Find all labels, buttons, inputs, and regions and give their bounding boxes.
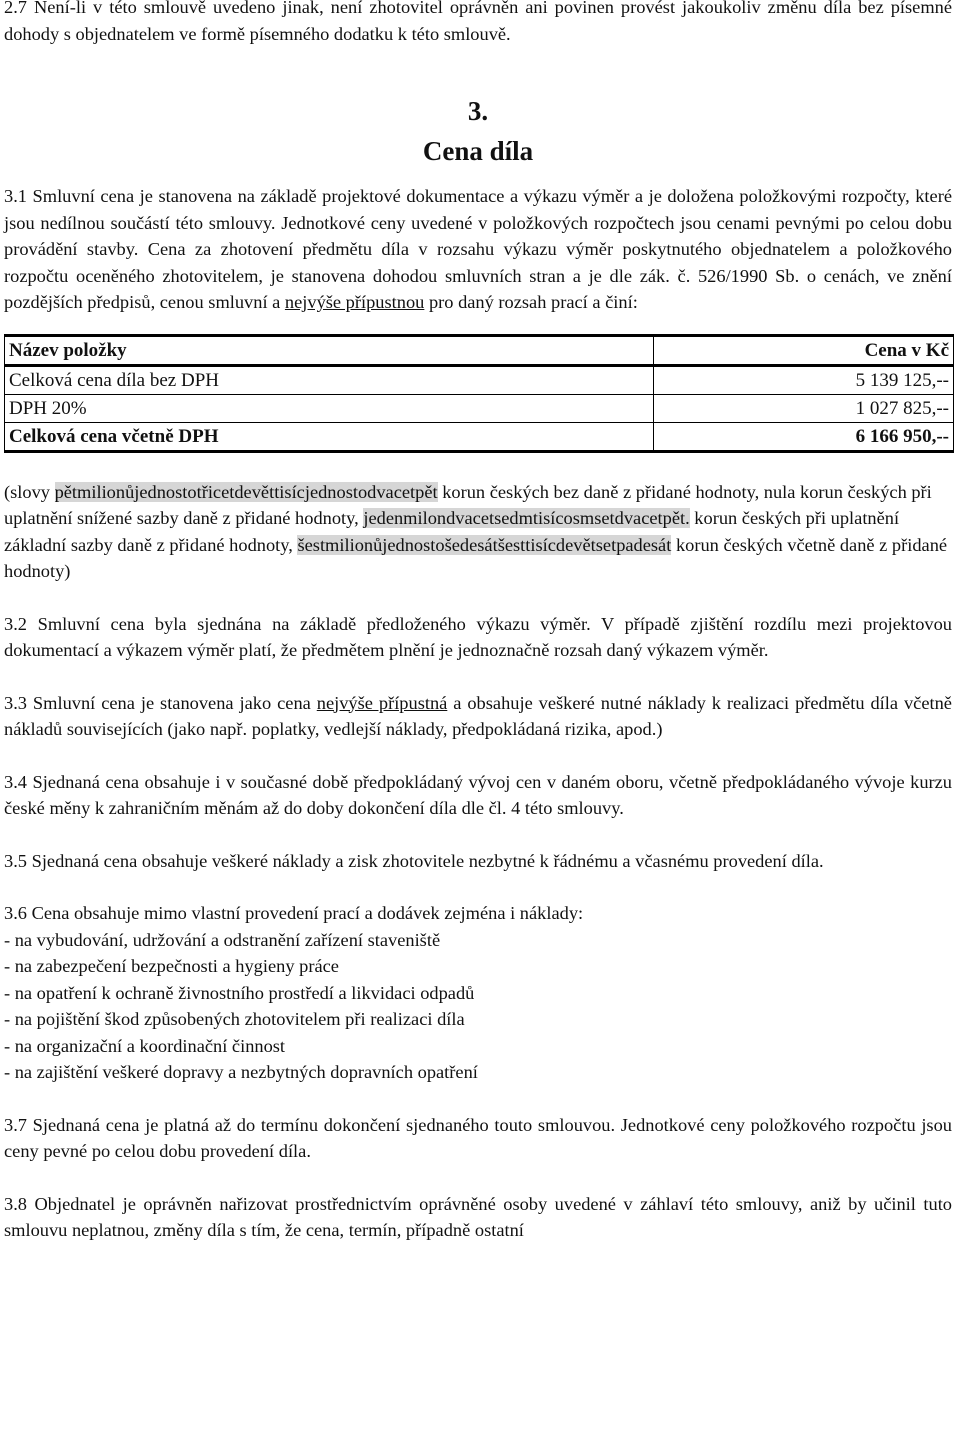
list-item: - na zajištění veškeré dopravy a nezbytných dopravních opatření bbox=[4, 1062, 478, 1082]
header-item-name: Název položky bbox=[5, 335, 654, 365]
clause-3-4: 3.4 Sjednaná cena obsahuje i v současné době předpokládaný vývoj cen v daném oboru, včetně předpokládaného vývoje kurzu české měny k zahraničním měnám až do doby dokončení díla dle čl. 4 této smlouvy. bbox=[4, 771, 952, 818]
price-table bbox=[4, 334, 954, 453]
list-item: - na organizační a koordinační činnost bbox=[4, 1035, 286, 1056]
clause-3-2: 3.2 Smluvní cena byla sjednána na základě předloženého výkazu výměr. V případě zjištění rozdílu mezi projektovou dokumentací a výkazem výměr platí, že předmětem plnění je jednoznačně rozsah daný výkazem výměr. bbox=[4, 613, 952, 660]
clause-3-3 bbox=[4, 690, 952, 743]
clause-3-1 bbox=[4, 183, 952, 316]
price-table-header bbox=[5, 335, 954, 365]
words-amount-net: pětmilionůjednostotřicetdevěttisícjednostodvacetpět bbox=[54, 481, 438, 502]
section-number: 3. bbox=[467, 96, 489, 126]
list-item: - na zabezpečení bezpečnosti a hygieny práce bbox=[4, 956, 339, 976]
row-amount: 5 139 125,-- bbox=[654, 365, 954, 394]
row-amount: 1 027 825,-- bbox=[654, 394, 954, 422]
words-text-2: korun českých bez daně z přidané hodnoty, nula korun českých při uplatnění snížené sazby daně z přidané hodnoty, bbox=[4, 481, 932, 528]
clause-3-1-underlined: nejvýše přípustnou bbox=[284, 292, 425, 312]
row-amount: 6 166 950,-- bbox=[654, 422, 954, 451]
list-item: - na vybudování, udržování a odstranění zařízení staveniště bbox=[4, 929, 441, 950]
price-in-words bbox=[4, 479, 952, 585]
table-row bbox=[5, 365, 954, 394]
row-name: Celková cena díla bez DPH bbox=[5, 365, 654, 394]
list-item: - na pojištění škod způsobených zhotovitelem při realizaci díla bbox=[4, 1009, 465, 1029]
clause-3-1-text-a: 3.1 Smluvní cena je stanovena na základě projektové dokumentace a výkazu výměr a je doložena položkovými rozpočty, které jsou nedílnou součástí této smlouvy. Jednotkové ceny uvedené v položkových rozpočtech jsou cenami pevnými po celou dobu provádění stavby. Cena za zhotovení předmětu díla v rozsahu výkazu výměr poskytnutého objednatelem a položkového rozpočtu oceněného zhotovitelem, je stanovena dohodou smluvních stran a je dle zák. č. 526/1990 Sb. o cenách, ve znění pozdějších předpisů, cenou smluvní a bbox=[4, 186, 952, 312]
words-text-1: (slovy bbox=[4, 481, 55, 502]
clause-2-7: 2.7 Není-li v této smlouvě uvedeno jinak, není zhotovitel oprávněn ani povinen provést jakoukoliv změnu díla bez písemné dohody s objednatelem ve formě písemného dodatku k této smlouvě. bbox=[4, 0, 952, 44]
header-price: Cena v Kč bbox=[654, 335, 954, 365]
clause-3-6-intro: 3.6 Cena obsahuje mimo vlastní provedení prací a dodávek zejména i náklady: bbox=[4, 903, 584, 923]
section-title: Cena díla bbox=[422, 136, 534, 166]
words-amount-total: šestmilionůjednostošedesátšesttisícdevětsetpadesát bbox=[297, 534, 672, 555]
table-row bbox=[5, 394, 954, 422]
clause-3-8: 3.8 Objednatel je oprávněn nařizovat prostřednictvím oprávněné osoby uvedené v záhlaví této smlouvy, aniž by učinil tuto smlouvu neplatnou, změny díla s tím, že cena, termín, případně ostatní bbox=[4, 1193, 952, 1240]
clause-3-3-underlined: nejvýše přípustná bbox=[316, 692, 448, 713]
row-name: DPH 20% bbox=[5, 394, 654, 422]
clause-3-7: 3.7 Sjednaná cena je platná až do termínu dokončení sjednaného touto smlouvou. Jednotkové ceny položkového rozpočtu jsou ceny pevné po celou dobu provedení díla. bbox=[4, 1114, 952, 1161]
words-text-4: korun českých včetně daně z přidané hodnoty) bbox=[4, 534, 948, 581]
words-text-3: korun českých při uplatnění základní sazby daně z přidané hodnoty, bbox=[4, 508, 900, 555]
clause-3-3-text-b: a obsahuje veškeré nutné náklady k realizaci předmětu díla včetně nákladů souvisejících (jako např. poplatky, vedlejší náklady, předpokládaná rizika, apod.) bbox=[4, 692, 952, 739]
list-item: - na opatření k ochraně živnostního prostředí a likvidaci odpadů bbox=[4, 982, 475, 1003]
clause-3-3-text-a: 3.3 Smluvní cena je stanovena jako cena bbox=[4, 692, 317, 713]
clause-3-1-text-b: pro daný rozsah prací a činí: bbox=[424, 292, 638, 312]
contract-page bbox=[4, 0, 952, 1244]
table-row-total bbox=[5, 422, 954, 451]
row-name: Celková cena včetně DPH bbox=[5, 422, 654, 451]
clause-3-5: 3.5 Sjednaná cena obsahuje veškeré náklady a zisk zhotovitele nezbytné k řádnému a včasnému provedení díla. bbox=[4, 850, 824, 871]
words-amount-vat: jedenmilondvacetsedmtisícosmsetdvacetpět. bbox=[363, 508, 690, 528]
